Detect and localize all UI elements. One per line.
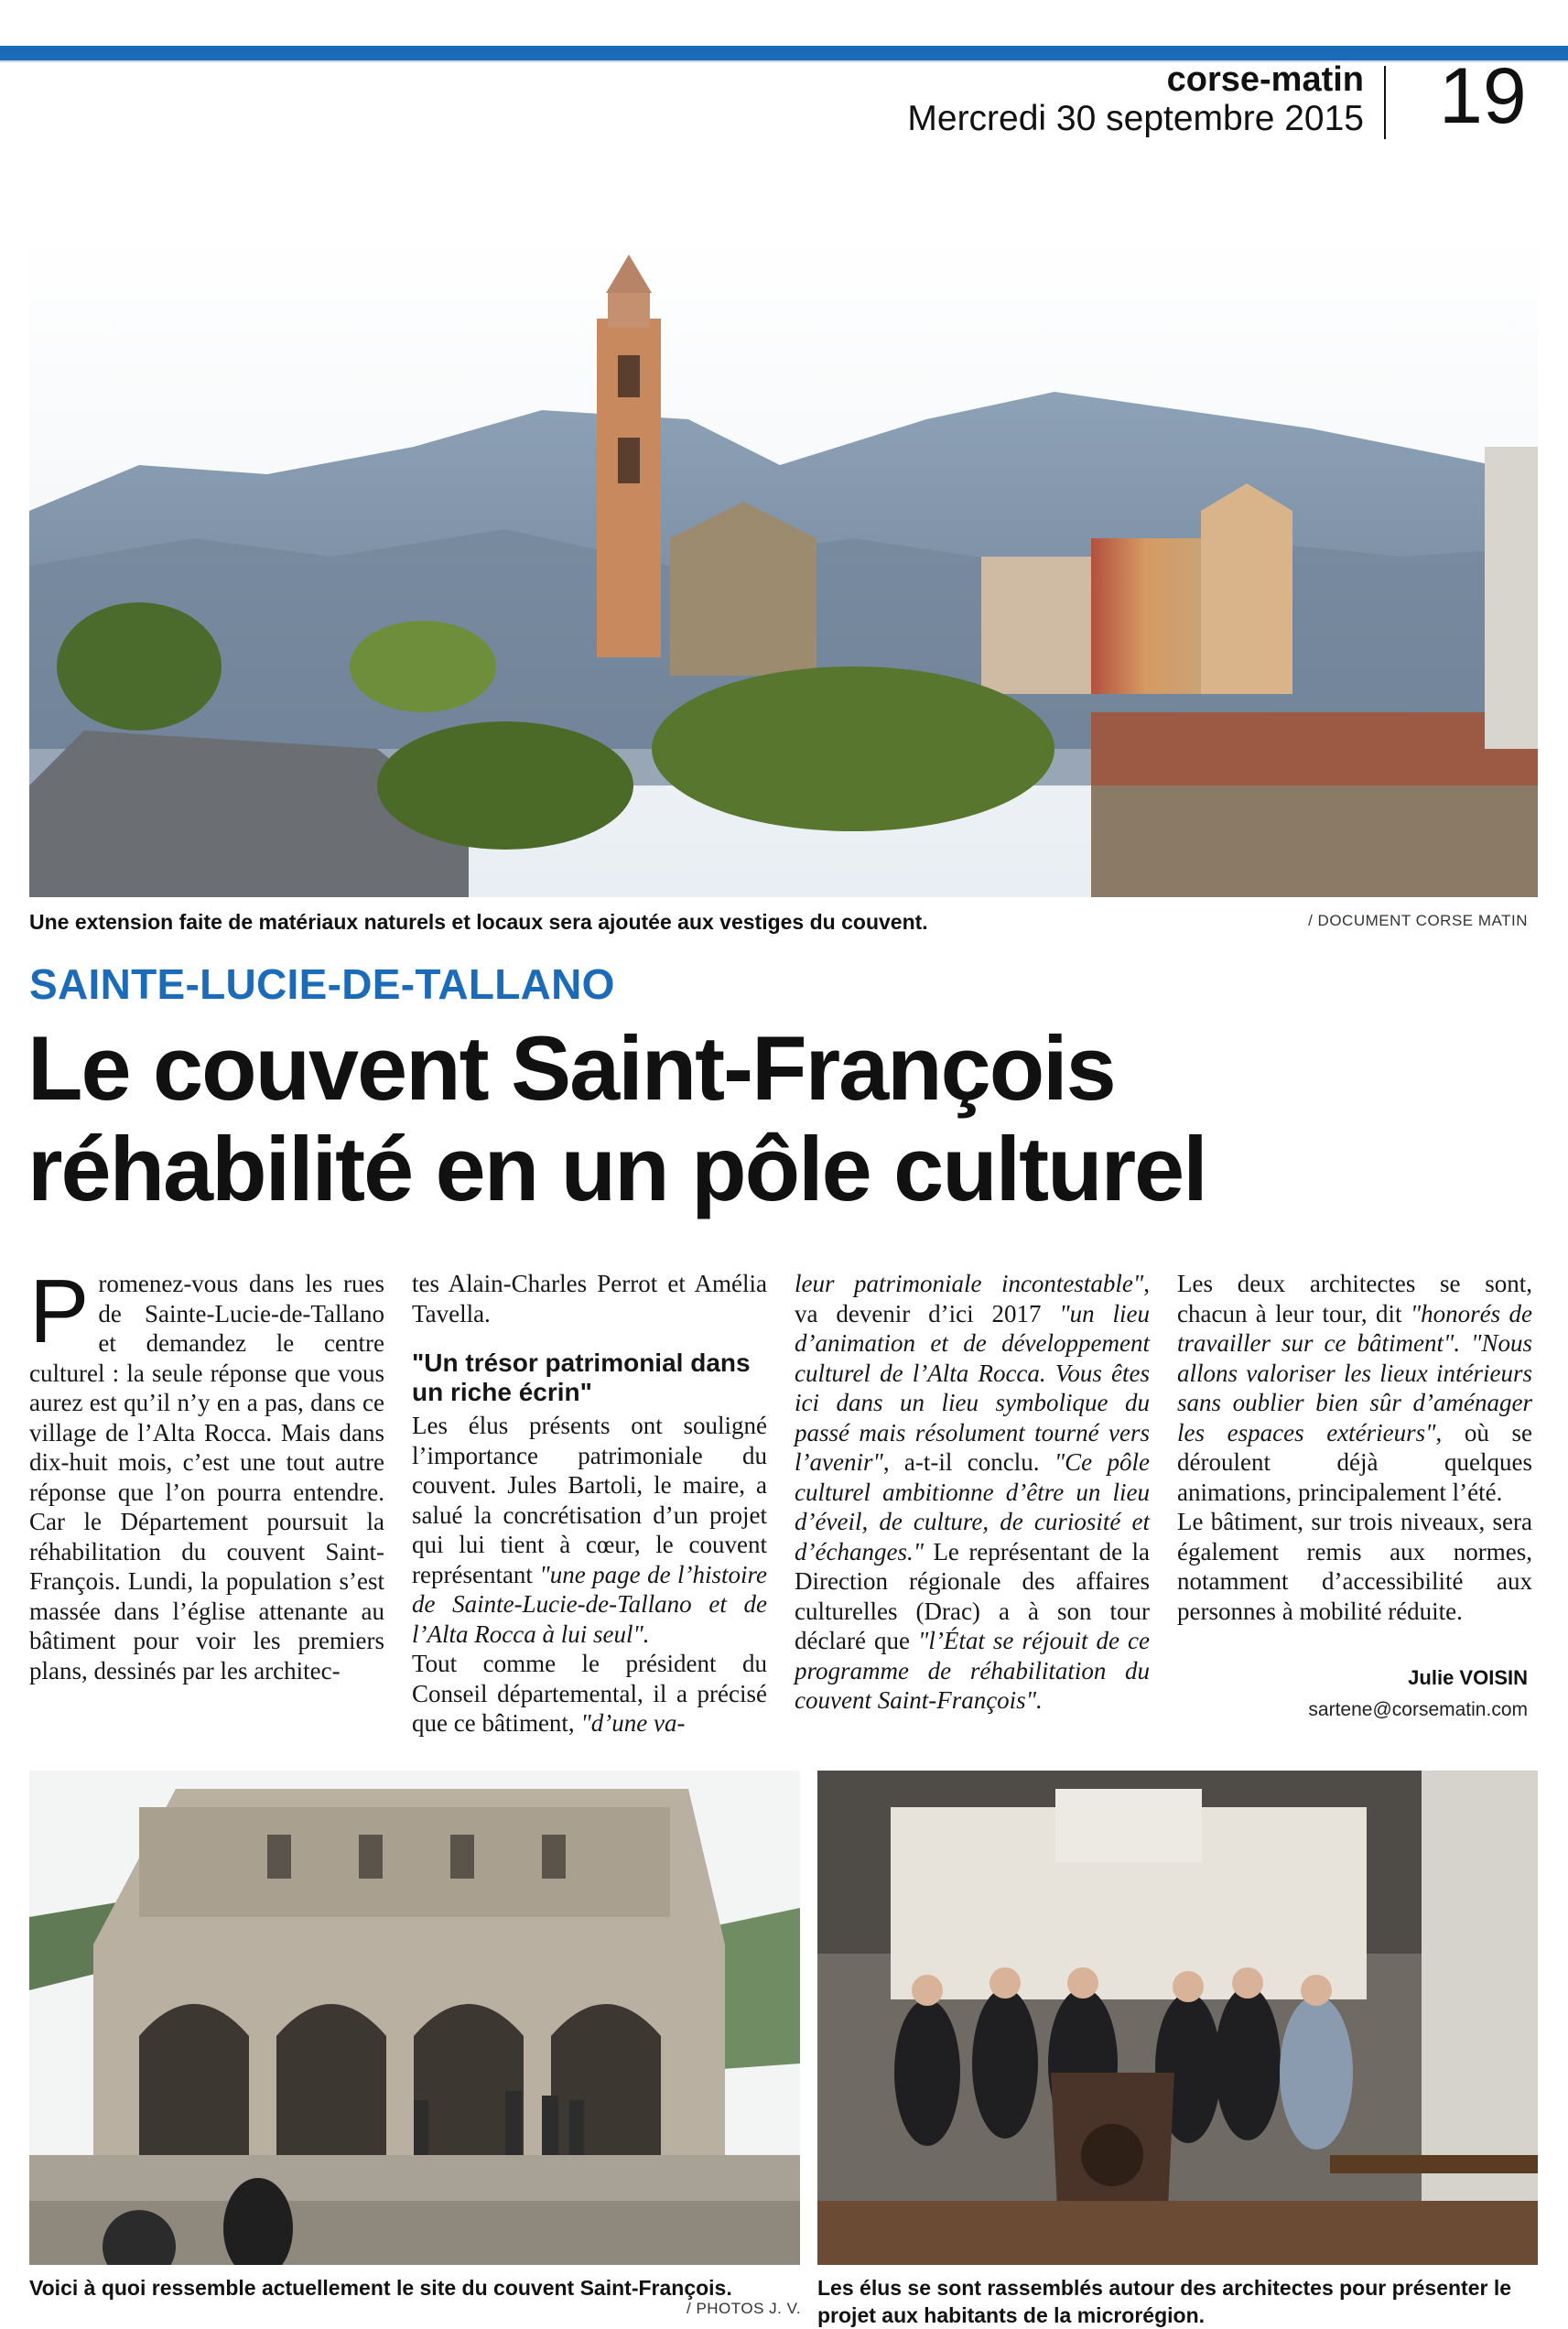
headline-line-1: Le couvent Saint-François <box>27 1017 1115 1119</box>
column-3-t2: , a-t-il conclu. <box>882 1448 1054 1476</box>
article-subhead: "Un trésor patrimonial dans un riche écrin" <box>412 1349 751 1406</box>
president-quote-2: "un lieu d’animation et de développement culturel de l’Alta Rocca. Vous êtes ici dans un lieu symbolique du passé mais résolument tourné vers l’avenir" <box>795 1299 1150 1476</box>
village-illustration <box>29 236 1538 897</box>
president-quote-start: "d’une va- <box>580 1709 686 1737</box>
column-4-text <box>1177 1269 1532 1507</box>
issue-date: Mercredi 30 septembre 2015 <box>907 99 1364 138</box>
officials-illustration <box>817 1771 1538 2265</box>
article-column-3 <box>795 1269 1150 1716</box>
bottom-right-caption-line-1: Les élus se sont rassemblés autour des architectes pour présenter le <box>817 2276 1512 2300</box>
column-2-end-text: Tout comme le président du Conseil départemental, il a précisé que ce bâtiment, <box>412 1650 767 1737</box>
drac-quote: "l’État se réjouit de ce programme de réhabilitation du couvent Saint-François". <box>795 1627 1151 1714</box>
article-column-1 <box>29 1261 384 1685</box>
column-2-body-text: Les élus présents ont souligné l’importance patrimoniale du couvent. Jules Bartoli, le maire, a salué la concrétisation d’un projet qui lui tient à cœur, le couvent représentant <box>412 1412 767 1588</box>
cultural-pole-quote: "Ce pôle culturel ambitionne d’être un lieu d’éveil, de culture, de curiosité et d’échanges." <box>795 1448 1150 1565</box>
article-column-2 <box>412 1269 767 1739</box>
top-photo-credit: / DOCUMENT CORSE MATIN <box>1308 912 1528 929</box>
column-2-body <box>412 1411 767 1649</box>
article-kicker: SAINTE-LUCIE-DE-TALLANO <box>29 960 615 1008</box>
architects-quote: "honorés de travailler sur ce bâtiment". "Nous allons valoriser les lieux intérieurs sans oublier bien sûr d’aménager les espaces extérieurs" <box>1177 1299 1532 1446</box>
author-email: sartene@corsematin.com <box>1308 1699 1528 1720</box>
bottom-right-caption <box>817 2274 1550 2329</box>
column-2-lead: tes Alain-Charles Perrot et Amélia Tavella. <box>412 1270 767 1327</box>
top-photo-caption: Une extension faite de matériaux naturels et locaux sera ajoutée aux vestiges du couvent. <box>29 910 928 934</box>
bottom-right-photo <box>817 1771 1538 2265</box>
column-3-text <box>795 1269 1150 1716</box>
top-photo <box>29 236 1538 897</box>
column-3-t1: , va devenir d’ici 2017 <box>795 1270 1150 1327</box>
article-headline <box>27 1018 1547 1219</box>
column-4-t2: , où se déroulent déjà quelques animations, principalement l’été. <box>1177 1418 1532 1506</box>
convent-ruins-illustration <box>29 1771 800 2265</box>
column-4-t1: Les deux architectes se sont, chacun à leur tour, dit <box>1177 1270 1532 1327</box>
bottom-left-caption: Voici à quoi ressemble actuellement le site du couvent Saint-François. <box>29 2276 732 2300</box>
article-column-4 <box>1177 1269 1532 1626</box>
page-number: 19 <box>1439 52 1527 140</box>
headline-line-2: réhabilité en un pôle culturel <box>27 1118 1206 1219</box>
column-2-end <box>412 1649 767 1739</box>
newspaper-name: corse-matin <box>1166 60 1364 99</box>
column-3-t3: Le représentant de la Direction régionale des affaires culturelles (Drac) a à son tour déclaré que <box>795 1537 1150 1654</box>
bottom-left-credit: / PHOTOS J. V. <box>687 2300 802 2317</box>
masthead-divider <box>1384 66 1386 139</box>
drop-cap: P <box>29 1261 90 1361</box>
bottom-right-caption-line-2: projet aux habitants de la microrégion. <box>817 2303 1206 2327</box>
column-4-final: Le bâtiment, sur trois niveaux, sera également remis aux normes, notamment d’accessibilité aux personnes à mobilité réduite. <box>1177 1508 1532 1625</box>
bottom-left-photo <box>29 1771 800 2265</box>
column-1-text: romenez-vous dans les rues de Sainte-Lucie-de-Tallano et demandez le centre culturel : la seule réponse que vous aurez est qu’il n’y en a pas, dans ce village de l’Alta Rocca. Mais dans dix-huit mois, c’est une tout autre réponse que l’on pourra entendre. Car le Département poursuit la réhabilitation du couvent Saint-François. Lundi, la population s’est massée dans l’église attenante au bâtiment pour voir les premiers plans, dessinés par les architec- <box>29 1270 384 1684</box>
president-quote-end: leur patrimoniale incontestable" <box>795 1270 1144 1297</box>
header-accent-bar <box>0 46 1568 60</box>
mayor-quote: "une page de l’histoire de Sainte-Lucie-de-Tallano et de l’Alta Rocca à lui seul". <box>412 1560 767 1648</box>
article-author: Julie VOISIN <box>1408 1666 1528 1689</box>
